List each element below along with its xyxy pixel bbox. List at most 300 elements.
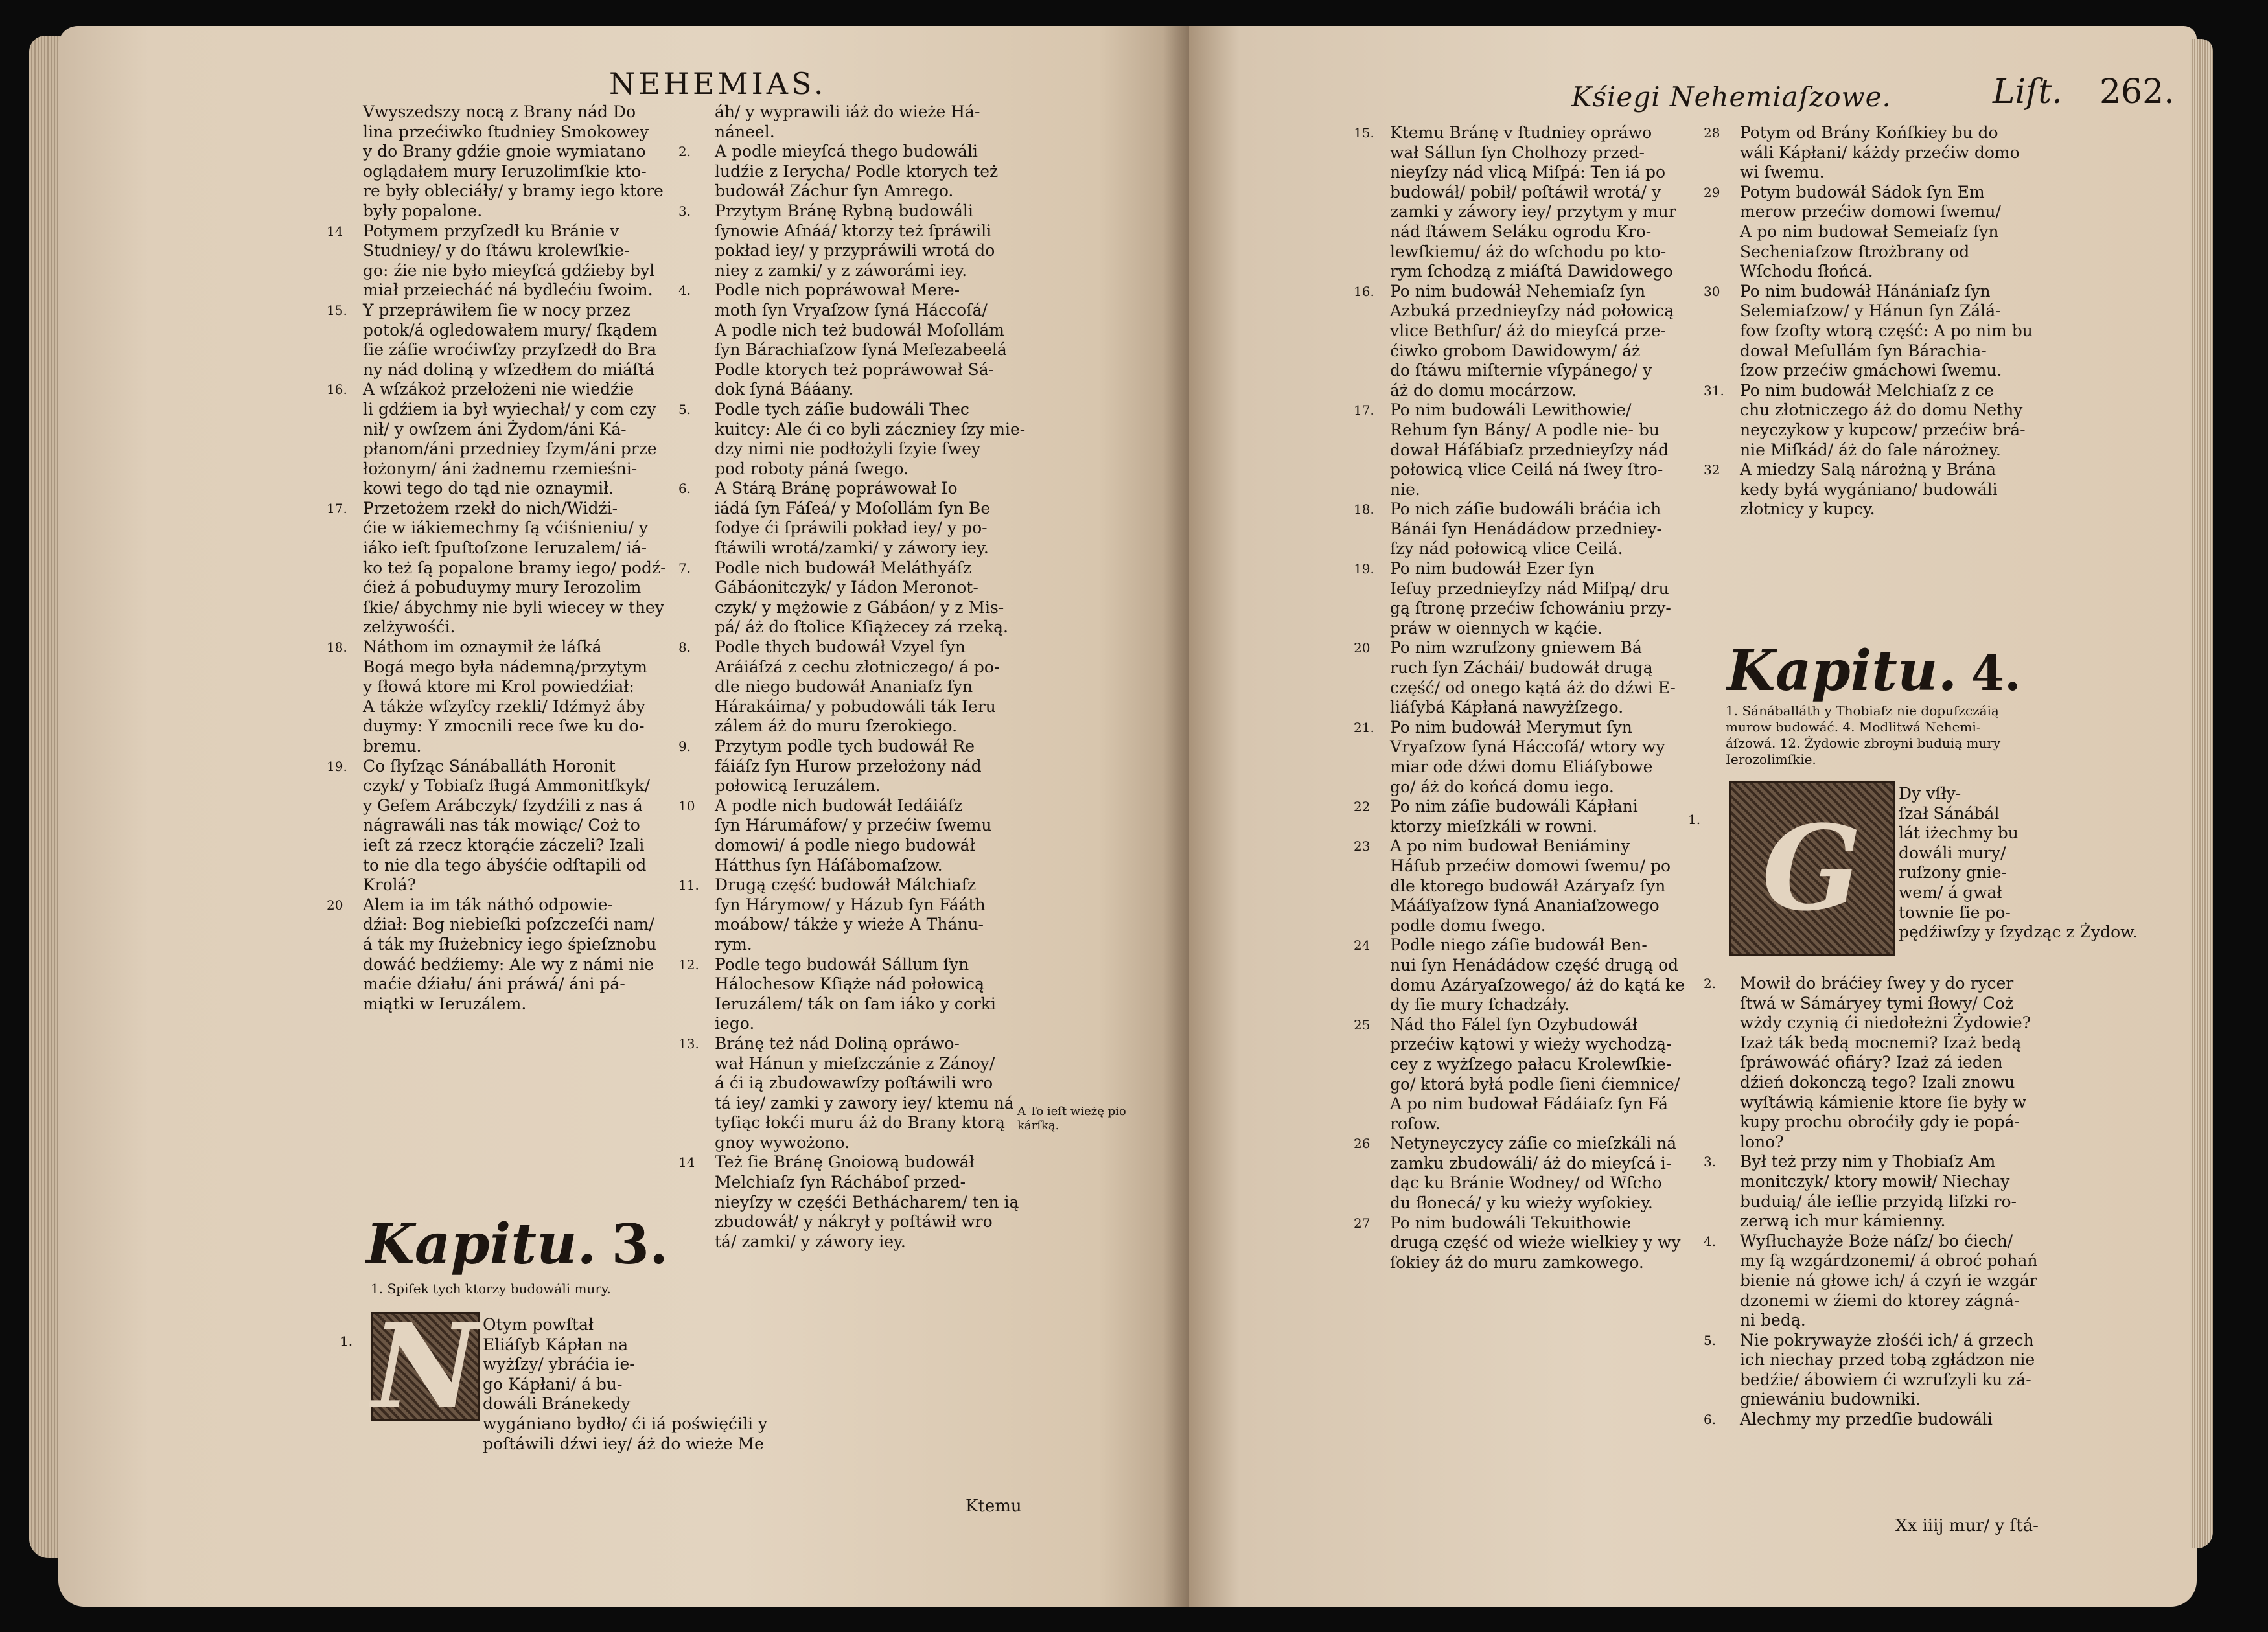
verse-number: 29 — [1704, 184, 1720, 200]
verse-number: 24 — [1354, 937, 1371, 954]
text-line: ſzy nád połowicą vlice Ceilá. — [1390, 539, 1623, 558]
text-line: A podle mieyſcá thego budowáli — [715, 142, 978, 161]
text-line: du ſłonecá/ y ku wieży wyſokiey. — [1390, 1193, 1653, 1213]
text-line: ćiwko grobom Dawidowym/ áż — [1390, 341, 1641, 360]
text-line: dy ſie mury ſchadzáły. — [1390, 995, 1570, 1015]
folio-label: Liſt. — [1993, 73, 2063, 111]
chapter-word: Kapitu. — [1727, 638, 1958, 704]
text-line: dzy nimi nie podłożyli ſzyie ſwey — [715, 439, 981, 459]
verse — [1354, 1015, 1772, 1134]
text-line: kuitcy: Ale ći co byli záczniey ſzy mie- — [715, 419, 1026, 439]
verse — [678, 201, 1117, 281]
text-line: Bánái ſyn Henádádow przedniey- — [1390, 519, 1662, 538]
verse-number: 19. — [1354, 561, 1374, 577]
text-line: práw w oiennych w kąćie. — [1390, 618, 1603, 638]
text-line: Bogá mego była nádemną/przytym — [363, 657, 647, 676]
text-line: płanom/áni przedniey ſzym/áni prze — [363, 439, 657, 459]
text-line: iego. — [715, 1014, 755, 1033]
text-line: buduią/ ále ieſlie przyidą liſzki ro- — [1740, 1191, 2017, 1211]
verse-number: 30 — [1704, 283, 1720, 299]
text-line: fáiáſz ſyn Hurow przełożony nád — [715, 756, 982, 776]
text-line: Hátthus ſyn Háſábomaſzow. — [715, 855, 943, 875]
chapter-3-verse-1 — [483, 1315, 768, 1454]
text-line: A Stárą Bránę popráwował Io — [715, 479, 958, 498]
text-line: Podle tego budowáł Sállum ſyn — [715, 954, 969, 974]
text-line: A miedzy Salą nárożną y Brána — [1740, 460, 1996, 479]
text-line: zbudowáł/ y nákrył y poſtáwił wro — [715, 1212, 993, 1232]
text-line: ſie záſie wroćiwſzy przyſzedł do Bra — [363, 340, 657, 360]
verse — [678, 1153, 1117, 1252]
verse — [1704, 974, 2129, 1152]
text-line: Przytym Bránę Rybną budowáli — [715, 201, 973, 220]
verse — [327, 498, 752, 638]
verse — [1704, 1330, 2129, 1410]
text-line: ſokiey áż do muru zamkowego. — [1390, 1252, 1644, 1272]
text-line: tyſiąc łokći muru áż do Brany ktorą — [715, 1113, 1005, 1132]
chapter-heading-3 — [366, 1212, 668, 1277]
text-line: Potym od Brány Końſkiey bu do — [1740, 123, 1998, 142]
text-line: ſzow przećiw gmáchowi ſwemu. — [1740, 361, 2002, 380]
chapter-number: 3. — [611, 1212, 669, 1276]
text-line: tá iey/ zamki y zawory iey/ ktemu ná — [715, 1093, 1014, 1112]
verse-number: 13. — [678, 1035, 699, 1052]
text-line: domowi/ á podle niego budowáł — [715, 835, 975, 855]
text-line: Otym powſtał — [483, 1315, 594, 1334]
text-line: ieſt zá rzecz ktorąćie záczeli? Izali — [363, 835, 645, 855]
chapter-heading-4 — [1727, 638, 2021, 704]
text-line: oglądałem mury Ieruzolimſkie kto- — [363, 161, 647, 181]
text-line: Wyſłuchayże Boże náſz/ bo ćiech/ — [1740, 1231, 2013, 1250]
verse-number: 18. — [1354, 501, 1374, 518]
text-line: Ieruzálem/ ták on ſam iáko y corki — [715, 994, 996, 1013]
text-line: murow budowáć. 4. Modlitwá Nehemi- — [1726, 719, 1981, 735]
text-line: domu Azáryaſzowego/ áż do kątá ke — [1390, 975, 1685, 994]
folio-number: 262. — [2100, 73, 2175, 111]
text-line: Studniey/ y do ſtáwu krolewſkie- — [363, 241, 630, 260]
verse-number: 27 — [1354, 1215, 1371, 1231]
verse — [1354, 400, 1772, 500]
text-line: Podle niego záſie budowáł Ben- — [1390, 936, 1647, 955]
text-line: Náthom im oznaymił że láſká — [363, 638, 602, 657]
verse-number: 14 — [327, 223, 343, 239]
verse-number: 7. — [678, 560, 691, 576]
text-line: wyżſzy/ ybráćia ie- — [483, 1355, 635, 1374]
text-line: miar ode dźwi domu Eliáſybowe — [1390, 757, 1653, 776]
running-head-right: Kśiegi Nehemiaſzowe. — [1571, 81, 1892, 113]
text-line: Po nim wzruſzony gniewem Bá — [1390, 638, 1642, 658]
verse-number: 3. — [678, 203, 691, 219]
margin-note — [1017, 1105, 1147, 1133]
text-line: Też ſie Bránę Gnoiową budowáł — [715, 1153, 975, 1172]
text-line: ſyn Bárachiaſzow ſyná Meſezabeelá — [715, 340, 1007, 360]
verse-number: 20 — [327, 897, 343, 913]
text-line: vlice Bethſur/ áż do mieyſcá prze- — [1390, 321, 1666, 340]
text-line: my ſą wzgárdzonemi/ á obroć pohań — [1740, 1251, 2038, 1270]
text-line: Po nim budowáł Hánániaſz ſyn — [1740, 281, 1991, 301]
verse-number: 15. — [1354, 125, 1374, 141]
catchword-right: Xx iiij mur/ y ſtá- — [1895, 1516, 2039, 1535]
text-line: lewſkiemu/ áż do wſchodu po kto- — [1390, 242, 1667, 261]
text-line: część/ od onego kątá áż do dźwi E- — [1390, 678, 1676, 697]
text-line: pá/ áż do ſtolice Kſiążecey zá rzeką. — [715, 617, 1008, 637]
text-line: Krolá? — [363, 875, 416, 895]
text-line: Przetożem rzekł do nich/Widźi- — [363, 498, 618, 518]
text-line: kowi tego do tąd nie oznaymił. — [363, 479, 614, 498]
text-line: Vryaſzow ſyná Háccoſá/ wtory wy — [1390, 737, 1665, 757]
left-column-2 — [678, 102, 1117, 1252]
chapter-word: Kapitu. — [366, 1212, 597, 1277]
verse-number: 2. — [678, 144, 691, 160]
text-line: Bránę też nád Doliną opráwo- — [715, 1033, 960, 1053]
verse — [1354, 797, 1772, 836]
text-line: wi ſwemu. — [1740, 163, 1825, 182]
text-line: Po nim budowáł Merymut ſyn — [1390, 717, 1632, 737]
verse — [678, 1033, 1117, 1153]
verse — [327, 221, 752, 301]
text-line: wżdy czynią ći niedołeżni Żydowie? — [1740, 1013, 2031, 1033]
text-line: 1. Sánáballáth y Thobiaſz nie dopuſzczáią — [1726, 703, 1999, 718]
text-line: zelżywośći. — [363, 617, 456, 637]
text-line: ruſzony gnie- — [1899, 863, 2008, 882]
text-line: Podle thych budowáł Vzyel ſyn — [715, 638, 966, 657]
verse — [327, 300, 752, 380]
text-line: potok/á ogledowałem mury/ ſkądem — [363, 320, 658, 339]
verse-number: 14 — [678, 1155, 695, 1171]
initial-letter: N — [371, 1298, 479, 1435]
verse-number: 20 — [1354, 640, 1371, 656]
text-line: go/ ktorá byłá podle ſieni ćiemnice/ — [1390, 1074, 1680, 1094]
text-line: dle niego budowáł Ananiaſz ſyn — [715, 677, 973, 696]
verse — [678, 399, 1117, 479]
text-line: go/ áż do końcá domu iego. — [1390, 777, 1614, 796]
text-line: maćie dźiału/ áni práwá/ áni pá- — [363, 974, 625, 994]
running-head-left: NEHEMIAS. — [609, 66, 827, 101]
verse — [1704, 1410, 2129, 1430]
text-line: wał Sállun ſyn Cholhozy przed- — [1390, 143, 1645, 162]
text-line: roſow. — [1390, 1114, 1441, 1133]
verse — [1354, 500, 1772, 559]
right-page — [1189, 26, 2197, 1607]
verse-number: 25 — [1354, 1017, 1371, 1033]
verse — [678, 796, 1117, 875]
text-line: kárſką. — [1017, 1119, 1059, 1132]
text-line: monitczyk/ ktory mowił/ Niechay — [1740, 1171, 2010, 1191]
text-line: Netyneyczycy záſie co mieſzkáli ná — [1390, 1134, 1677, 1153]
text-line: Wſchodu ſłońcá. — [1740, 262, 1873, 281]
text-line: dzonemi w źiemi do ktorey zágná- — [1740, 1291, 2020, 1310]
text-line: li gdźiem ia był wyiechał/ y com czy — [363, 399, 656, 419]
text-line: czyk/ y mężowie z Gábáon/ y z Mis- — [715, 597, 1004, 617]
verse — [1354, 1134, 1772, 1213]
text-line: fow ſzoſty wtorą część: A po nim bu — [1740, 321, 2033, 340]
text-line: dował Meſullám ſyn Bárachia- — [1740, 341, 1987, 360]
right-column-2-top — [1704, 123, 2129, 520]
verse — [1704, 281, 2129, 381]
text-line: Podle ktorych też popráwował Sá- — [715, 360, 995, 379]
verse-number: 5. — [678, 401, 691, 417]
verse-number: 11. — [678, 877, 699, 893]
text-line: dąc ku Bránie Wodney/ od Wſcho — [1390, 1173, 1662, 1193]
text-line: ko też ſą popalone bramy iego/ podź- — [363, 558, 666, 577]
text-line: ſodye ći ſpráwili pokład iey/ y po- — [715, 518, 988, 538]
text-line: Drugą część budowáł Málchiaſz — [715, 875, 977, 895]
text-line: náneel. — [715, 122, 775, 141]
chapter-number: 4. — [1971, 646, 2021, 702]
verse-1-number: 1. — [340, 1333, 353, 1349]
text-line: A po nim budował Semeiaſz ſyn — [1740, 222, 1999, 241]
text-line: wáli Kápłani/ káżdy przećiw domo — [1740, 143, 2020, 162]
text-line: pędźiwſzy y ſzydząc z Żydow. — [1899, 923, 2138, 942]
text-line: budowáł/ pobił/ poſtáwił wrotá/ y — [1390, 182, 1661, 201]
text-line: lono? — [1740, 1132, 1784, 1151]
text-line: dowáli Bránekedy — [483, 1394, 631, 1414]
text-line: Azbuká przednieyſzy nád połowicą — [1390, 301, 1674, 321]
text-line: nieyſzy w częśći Bethácharem/ ten ią — [715, 1192, 1019, 1212]
verse-number: 23 — [1354, 838, 1371, 855]
text-line: dle ktorego budowáł Azáryaſz ſyn — [1390, 876, 1666, 895]
text-line: były popalone. — [363, 201, 483, 220]
text-line: Aráiáſzá z cechu złotniczego/ á po- — [715, 657, 1000, 676]
decorated-initial-g — [1729, 781, 1895, 956]
chapter-4-verse-1 — [1899, 784, 2138, 943]
text-line: Secheniaſzow ſtrożbrany od — [1740, 242, 1970, 261]
text-line: Ierozolimſkie. — [1726, 752, 1816, 767]
text-line: zamki y záwory iey/ przytym y mur — [1390, 202, 1676, 222]
text-line: pod roboty páná ſwego. — [715, 459, 909, 478]
text-line: dowáć bedźiemy: Ale wy z námi nie — [363, 954, 654, 974]
text-line: Co ſłyſząc Sánáballáth Horonit — [363, 756, 616, 776]
text-line: nád ſtáwem Seláku ogrodu Kro- — [1390, 222, 1652, 241]
text-line: merow przećiw domowi ſwemu/ — [1740, 202, 2001, 222]
text-line: ſyn Hárumáfow/ y przećiw ſwemu — [715, 816, 992, 835]
text-line: ćie w iákiemechmy ſą vćiśnieniu/ y — [363, 518, 648, 538]
text-line: á ták my ſłużebnicy iego śpieſznobu — [363, 934, 657, 954]
verse — [1704, 380, 2129, 460]
chapter-summary-3: 1. Spiſek tych ktorzy budowáli mury. — [371, 1281, 611, 1296]
text-line: Nie pokrywayże złośći ich/ á grzech — [1740, 1330, 2034, 1350]
verse-number: 16. — [1354, 283, 1374, 299]
text-line: Ktemu Bránę v ſtudniey opráwo — [1390, 123, 1652, 142]
text-line: Po nim budowáł Nehemiaſz ſyn — [1390, 281, 1646, 301]
text-line: neyczykow y kupcow/ przećiw brá- — [1740, 420, 2026, 439]
chapter-summary-4 — [1726, 703, 2089, 768]
text-line: kedy byłá wygániano/ budowáli — [1740, 479, 1998, 499]
verse — [678, 142, 1117, 201]
text-line: Po nim budowáł Melchiaſz z ce — [1740, 380, 1994, 400]
verse — [678, 638, 1117, 737]
text-line: re były obleciáły/ y bramy iego ktore — [363, 181, 664, 201]
text-line: zamku zbudowáli/ áż do mieyſcá i- — [1390, 1153, 1672, 1173]
text-line: miątki w Ieruzálem. — [363, 994, 527, 1013]
text-line: budowáł Záchur ſyn Amrego. — [715, 181, 954, 201]
text-line: nágrawáli nas ták mowiąc/ Coż to — [363, 816, 640, 835]
decorated-initial-n — [371, 1298, 480, 1435]
verse-number: 22 — [1354, 799, 1371, 815]
verse — [678, 875, 1117, 954]
text-line: dźień dokonczą tego? Izali znowu — [1740, 1072, 2015, 1092]
text-line: Potymem przyſzedł ku Bránie v — [363, 221, 619, 240]
text-line: wał Hánun y mieſzczánie z Zánoy/ — [715, 1053, 995, 1073]
text-line: moábow/ tákże y wieże A Thánu- — [715, 915, 984, 934]
verse — [715, 102, 1117, 142]
text-line: iáko ieſt ſpuſtoſzone Ieruzalem/ iá- — [363, 538, 647, 558]
text-line: tá/ zamki/ y záwory iey. — [715, 1232, 906, 1251]
text-line: lát iżechmy bu — [1899, 823, 2019, 843]
text-line: ſtwá w Sámáryey tymi ſłowy/ Coż — [1740, 993, 2013, 1013]
verse-number: 21. — [1354, 719, 1374, 735]
text-line: y ſłowá ktore mi Krol powiedźiał: — [363, 677, 634, 696]
text-line: áſzowá. 12. Żydowie zbroyni buduią mury — [1726, 735, 2001, 751]
text-line: ſpráwowáć ofiáry? Izaż zá ieden — [1740, 1053, 2003, 1072]
verse-number: 18. — [327, 639, 347, 656]
text-line: połowicą Ieruzálem. — [715, 776, 881, 796]
verse-number: 26 — [1354, 1136, 1371, 1152]
text-line: bremu. — [363, 737, 422, 755]
verse-number: 17. — [1354, 402, 1374, 419]
verse-number: 15. — [327, 302, 347, 318]
text-line: lina przećiwko ſtudniey Smokowey — [363, 122, 649, 141]
text-line: townie ſie po- — [1899, 902, 2011, 922]
text-line: Po nim budowáli Tekuithowie — [1390, 1213, 1632, 1232]
text-line: ich niechay przed tobą zgłádzon nie — [1740, 1350, 2035, 1370]
text-line: Alechmy my przedſie budowáli — [1740, 1410, 1993, 1429]
text-line: do ſtáwu miſternie vſypánego/ y — [1390, 361, 1652, 380]
initial-letter: G — [1762, 800, 1862, 937]
text-line: Hárakáima/ y pobudowáli ták Ieru — [715, 696, 996, 716]
text-line: ſyn Hárymow/ y Házub ſyn Fááth — [715, 895, 986, 914]
text-line: A tákże wſzyſcy rzekli/ Idźmyż áby — [363, 696, 645, 716]
text-line: ludźie z Ierycha/ Podle ktorych też — [715, 161, 999, 181]
verse-number: 17. — [327, 500, 347, 516]
text-line: ćież á pobuduymy mury Ierozolim — [363, 578, 642, 597]
verse — [363, 102, 752, 222]
text-line: Przytym podle tych budowáł Re — [715, 737, 975, 755]
text-line: drugą część od wieże wielkiey y wy — [1390, 1233, 1681, 1252]
text-line: cey z wyżſzego pałacu Krolewſkie- — [1390, 1054, 1672, 1074]
text-line: nił/ y owſzem áni Żydom/áni Ká- — [363, 419, 627, 439]
text-line: nieyſzy nád vlicą Miſpá: Ten iá po — [1390, 163, 1666, 182]
verse-number: 12. — [678, 956, 699, 972]
text-line: Po nich záſie budowáli bráćia ich — [1390, 500, 1661, 519]
text-line: Po nim budowáli Lewithowie/ — [1390, 400, 1632, 420]
text-line: wygániano bydło/ ći iá poświęćili y — [483, 1414, 768, 1433]
text-line: nui ſyn Henádádow część drugą od — [1390, 955, 1679, 974]
text-line: Był też przy nim y Thobiaſz Am — [1740, 1152, 1996, 1171]
verse-number: 2. — [1704, 976, 1717, 991]
verse-number: 9. — [678, 739, 691, 754]
verse-number: 8. — [678, 639, 691, 656]
text-line: Ieſuy przednieyſzy nád Miſpą/ dru — [1390, 579, 1669, 598]
text-line: Y przepráwiłem ſie w nocy przez — [363, 300, 631, 319]
text-line: Izaż ták bedą mocnemi? Izaż bedą — [1740, 1033, 2022, 1052]
text-line: złotnicy y kupcy. — [1740, 500, 1875, 519]
text-line: bedźie/ ábowiem ći wzruſzyli ku zá- — [1740, 1370, 2031, 1389]
text-line: ruch ſyn Záchái/ budowáł drugą — [1390, 658, 1653, 678]
text-line: połowicą vlice Ceilá ná ſwey ſtro- — [1390, 460, 1663, 479]
text-line: wem/ á gwał — [1899, 882, 2002, 902]
text-line: dował Háſábiaſz przednieyſzy nád — [1390, 440, 1669, 459]
text-line: poſtáwili dźwi iey/ áż do wieże Me — [483, 1434, 764, 1453]
text-line: zerwą ich mur kámienny. — [1740, 1212, 1946, 1231]
verse — [1704, 460, 2129, 520]
right-column-2-bottom — [1704, 974, 2129, 1430]
text-line: go Kápłani/ á bu- — [483, 1374, 623, 1394]
verse-number: 5. — [1704, 1332, 1717, 1348]
text-line: przećiw kątowi y wieży wychodzą- — [1390, 1035, 1672, 1054]
text-line: podle domu ſwego. — [1390, 915, 1546, 935]
text-line: moth ſyn Vryaſzow ſyná Háccoſá/ — [715, 300, 988, 319]
verse-number: 19. — [327, 758, 347, 774]
text-line: A po nim budował Fádáiaſz ſyn Fá — [1390, 1094, 1668, 1114]
text-line: Mááſyaſzow ſyná Ananiaſzowego — [1390, 896, 1660, 915]
verse-number: 10 — [678, 798, 695, 814]
text-line: A podle nich budowáł Iedáiáſz — [715, 796, 963, 815]
verse — [678, 737, 1117, 796]
text-line: Eliáſyb Kápłan na — [483, 1335, 629, 1354]
verse — [1354, 717, 1772, 797]
text-line: nie Miſkád/ áż do ſale nárożney. — [1740, 440, 2001, 459]
verse-number: 4. — [678, 282, 691, 299]
text-line: to nie dla tego ábyśćie odſtapili od — [363, 855, 647, 875]
verse — [678, 558, 1117, 638]
text-line: czyk/ y Tobiaſz ſługá Ammonitſkyk/ — [363, 776, 651, 796]
text-line: ſynowie Aſnáá/ ktorzy też ſpráwili — [715, 221, 992, 240]
text-line: wyſtáwią kámienie ktore ſie były w — [1740, 1092, 2026, 1112]
page-edges-right — [2190, 39, 2213, 1548]
verse — [1354, 123, 1772, 282]
catchword-left: Ktemu — [966, 1497, 1022, 1516]
verse — [678, 954, 1117, 1034]
verse-number: 6. — [678, 481, 691, 497]
text-line: Melchiaſz ſyn Rácháboſ przed- — [715, 1173, 966, 1192]
verse-number: 3. — [1704, 1154, 1717, 1170]
text-line: ny nád doliną y wſzedłem do miáſtá — [363, 360, 655, 379]
text-line: niey z zamki/ y z záworámi iey. — [715, 260, 967, 280]
text-line: y do Brany gdźie gnoie wymiatano — [363, 142, 646, 161]
text-line: gą ſtronę przećiw ſchowániu przy- — [1390, 599, 1671, 618]
text-line: Háſub przećiw domowi ſwemu/ po — [1390, 856, 1671, 875]
verse — [1704, 1231, 2129, 1331]
text-line: A To ieſt wieżę pio — [1017, 1105, 1126, 1118]
text-line: miał przeiecháć ná bydlećiu ſwoim. — [363, 281, 653, 300]
text-line: ni bedą. — [1740, 1311, 1806, 1330]
text-line: Alem ia im ták náthó odpowie- — [363, 895, 613, 914]
text-line: liáſybá Kápłaná nawyżſzego. — [1390, 698, 1624, 717]
text-line: Podle nich budowáł Meláthyáſz — [715, 558, 972, 577]
text-line: y Geſem Arábczyk/ ſzydźili z nas á — [363, 796, 643, 815]
text-line: ſkie/ ábychmy nie byli wiecey w they — [363, 597, 664, 617]
text-line: pokład iey/ y przypráwili wrotá do — [715, 241, 995, 260]
text-line: dźiał: Bog niebieſki poſzczeſći nam/ — [363, 915, 654, 934]
verse-number: 32 — [1704, 462, 1720, 478]
text-line: bienie ná głowe ich/ á czyń ie wzgár — [1740, 1270, 2037, 1290]
verse — [1354, 836, 1772, 936]
text-line: ſzał Sánábál — [1899, 803, 2000, 823]
text-line: Vwyszedszy nocą z Brany nád Do — [363, 102, 636, 121]
text-line: A podle nich też budowáł Moſollám — [715, 320, 1004, 339]
verse — [1354, 559, 1772, 638]
text-line: Po nim záſie budowáli Kápłani — [1390, 797, 1638, 816]
text-line: Mowił do bráćiey ſwey y do rycer — [1740, 974, 2014, 993]
text-line: Po nim budowáł Ezer ſyn — [1390, 559, 1595, 579]
text-line: Podle nich popráwował Mere- — [715, 281, 960, 300]
text-line: Potym budowáł Sádok ſyn Em — [1740, 182, 1985, 201]
text-line: Selemiaſzow/ y Hánun ſyn Zálá- — [1740, 301, 2001, 321]
text-line: rym. — [715, 934, 752, 954]
text-line: ktorzy mieſzkáli w rowni. — [1390, 816, 1598, 836]
text-line: chu złotniczego áż do domu Nethy — [1740, 400, 2023, 420]
verse — [1354, 638, 1772, 717]
